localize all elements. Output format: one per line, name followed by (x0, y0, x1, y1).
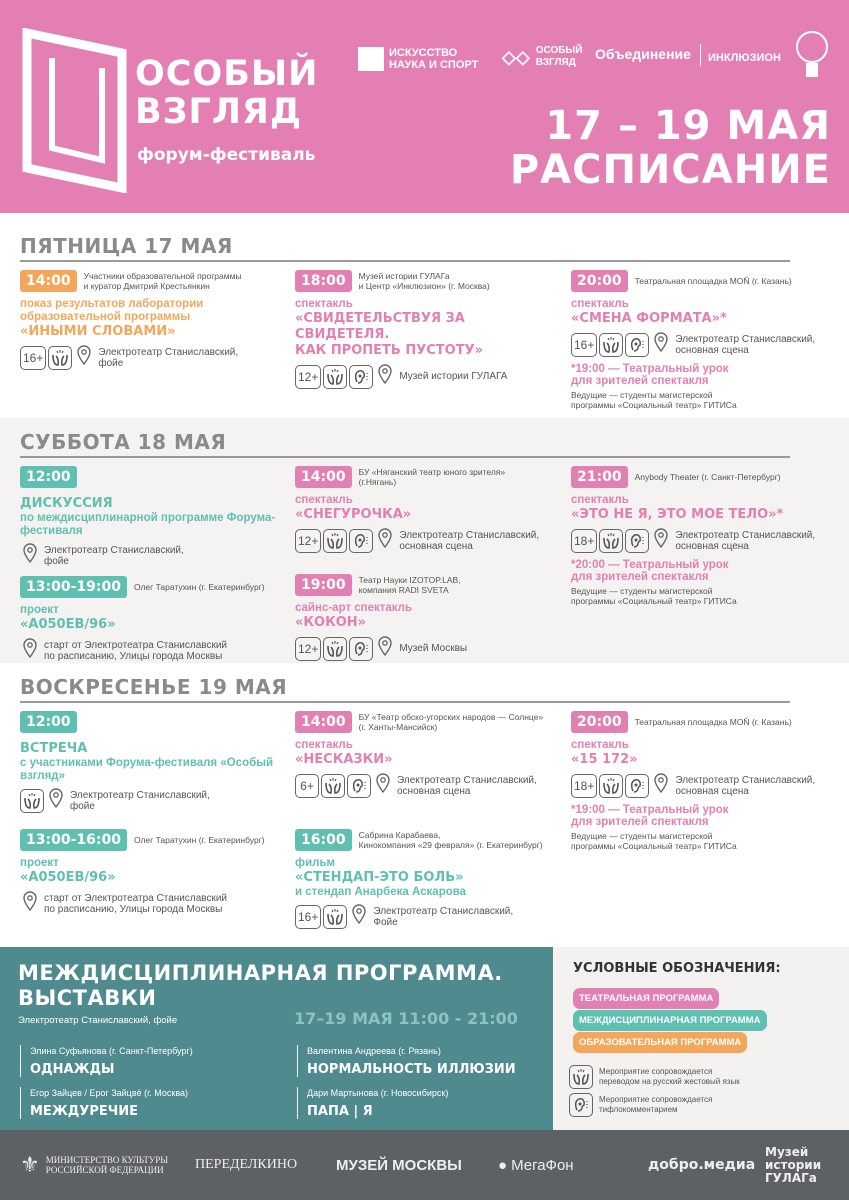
event-venue: Электротеатр Станиславский, Фойе (373, 905, 514, 928)
location-pin-icon (352, 904, 366, 929)
event-category: сайнс-арт спектакль (295, 602, 413, 614)
partner-logo-unification: Объединение (595, 46, 691, 62)
event-category: показ результатов лаборатории образовательной программы (20, 298, 204, 323)
event-venue: Электротеатр Станиславский, основная сцена (397, 774, 537, 797)
event-time: 12:00 (20, 711, 77, 733)
event-title: «СНЕГУРОЧКА» (295, 507, 412, 522)
event-info (20, 543, 282, 568)
event-card (295, 711, 557, 829)
location-pin-icon (378, 528, 392, 553)
age-rating-badge: 18+ (571, 529, 597, 553)
event-info (295, 904, 557, 929)
exhibitions-venue: Электротеатр Станиславский, фойе (18, 1015, 178, 1026)
location-pin-icon (654, 773, 668, 798)
location-pin-icon (378, 364, 392, 389)
event-card (20, 576, 282, 671)
age-rating-badge: 16+ (295, 905, 321, 929)
event-card (20, 466, 282, 576)
event-time: 16:00 (295, 829, 352, 851)
event-category: проект (20, 604, 59, 616)
day-title: СУББОТА 18 МАЯ (20, 430, 227, 454)
location-pin-icon (23, 638, 37, 663)
event-title: «НЕСКАЗКИ» (295, 752, 393, 767)
event-note-text: Ведущие — студенты магистерской программы «Социальный театр» ГИТИСа (571, 390, 737, 410)
audio-description-icon (349, 365, 373, 389)
event-time: 14:00 (20, 270, 77, 292)
event-organizer: Сабрина Карабаева, Кинокомпания «29 февраля» (г. Екатеринбург) (358, 830, 543, 850)
event-header (571, 270, 833, 292)
age-rating-badge: 18+ (571, 774, 597, 798)
age-rating-badge: 12+ (295, 637, 321, 661)
schedule-column (571, 466, 833, 614)
event-card (571, 711, 833, 859)
exhibition-author: Валентина Андреева (г. Рязань) (307, 1046, 441, 1056)
event-header (20, 270, 282, 292)
day-section (0, 418, 849, 663)
sign-language-icon (48, 346, 72, 370)
event-header (571, 711, 833, 733)
moscow-museum-logo: МУЗЕЙ МОСКВЫ (336, 1156, 462, 1174)
exhibitions-title: МЕЖДИСЦИПЛИНАРНАЯ ПРОГРАММА. ВЫСТАВКИ (18, 961, 503, 1010)
event-note-text: Ведущие — студенты магистерской программы «Социальный театр» ГИТИСа (571, 586, 737, 606)
event-note-text: Ведущие — студенты магистерской программы «Социальный театр» ГИТИСа (571, 831, 737, 851)
event-card (571, 270, 833, 418)
event-subtitle: с участниками Форума-фестиваля «Особый взгляд» (20, 757, 274, 782)
day-divider (20, 701, 790, 703)
event-note-title: *19:00 — Театральный урок для зрителей спектакля (571, 363, 729, 387)
location-pin-icon (23, 543, 37, 568)
megafon-icon: ● (498, 1156, 508, 1174)
exhibition-author: Элина Суфьянова (г. Санкт-Петербург) (30, 1046, 193, 1056)
footer-sponsors (0, 1130, 849, 1200)
event-info (20, 638, 282, 663)
event-organizer: БУ «Театр обско-угорских народов — Солнце» (г. Ханты-Мансийск) (358, 712, 544, 732)
peredelkino-logo: ПЕРЕДЕЛКИНО (195, 1157, 298, 1172)
event-venue: Электротеатр Станиславский, основная сцена (399, 529, 540, 552)
event-time: 20:00 (571, 711, 628, 733)
sign-language-icon (321, 774, 345, 798)
partner-logo-inclusion: ИНКЛЮЗИОН (708, 52, 781, 64)
event-venue: Электротеатр Станиславский, основная сцена (675, 333, 816, 356)
event-title: «15 172» (571, 752, 638, 767)
event-title: «А050ЕВ/96» (20, 870, 116, 885)
event-organizer: Anybody Theater (г. Санкт-Петербург) (634, 472, 781, 482)
event-info (295, 528, 557, 553)
legend-audio-text: Мероприятие сопровождается тифлокомментарием (599, 1095, 713, 1114)
exhibitions-section (0, 947, 553, 1130)
event-venue: старт от Электротеатра Станиславский по расписанию, Улицы города Москвы (44, 639, 228, 662)
schedule-column (20, 270, 282, 378)
sign-language-icon (323, 637, 347, 661)
partner-divider (700, 44, 701, 66)
event-info (20, 891, 282, 916)
exhibition-title: ОДНАЖДЫ (30, 1062, 115, 1077)
event-venue: Электротеатр Станиславский, фойе (98, 346, 239, 369)
event-category: фильм (295, 857, 336, 869)
event-title: «СТЕНДАП-ЭТО БОЛЬ» (295, 870, 464, 885)
event-venue: Электротеатр Станиславский, фойе (44, 544, 184, 567)
event-header (295, 270, 557, 292)
festival-title: ОСОБЫЙ ВЗГЛЯД (135, 54, 319, 132)
age-rating-badge: 6+ (295, 774, 319, 798)
event-category: спектакль (295, 298, 353, 310)
event-time: 14:00 (295, 466, 352, 488)
exhibition-item (297, 1087, 448, 1119)
event-time: 13:00-16:00 (20, 829, 127, 851)
event-organizer: Олег Таратухин (г. Екатеринбург) (133, 835, 265, 845)
event-info (295, 773, 557, 798)
day-section (0, 663, 849, 947)
event-time: 12:00 (20, 466, 77, 488)
location-pin-icon (77, 345, 91, 370)
age-rating-badge: 16+ (571, 333, 597, 357)
location-pin-icon (378, 636, 392, 661)
event-title: «А050ЕВ/96» (20, 617, 116, 632)
event-card (295, 466, 557, 574)
event-title: ВСТРЕЧА (20, 741, 88, 756)
event-category: спектакль (295, 494, 353, 506)
event-note-title: *19:00 — Театральный урок для зрителей спектакля (571, 804, 729, 828)
dobro-logo: добро.медиа (648, 1157, 756, 1173)
festival-dates: 17 – 19 МАЯ (545, 103, 831, 149)
sign-language-icon (20, 789, 44, 813)
event-info (571, 528, 833, 553)
event-header (20, 576, 282, 598)
day-title: ВОСКРЕСЕНЬЕ 19 МАЯ (20, 675, 288, 699)
audio-description-icon (349, 637, 373, 661)
exhibition-title: НОРМАЛЬНОСТЬ ИЛЛЮЗИИ (307, 1062, 516, 1077)
event-info (571, 332, 833, 357)
diamonds-icon: ◇◇ (502, 47, 530, 67)
event-card (571, 466, 833, 614)
event-venue: старт от Электротеатра Станиславский по расписанию, Улицы города Москвы (44, 892, 228, 915)
day-section (0, 222, 849, 418)
event-title: «СВИДЕТЕЛЬСТВУЯ ЗА СВИДЕТЕЛЯ. КАК ПРОПЕТЬ ПУСТОТУ» (295, 311, 484, 358)
location-pin-icon (654, 332, 668, 357)
exhibition-title: МЕЖДУРЕЧИЕ (30, 1104, 139, 1119)
event-subtitle: и стендап Анарбека Аскарова (295, 886, 467, 898)
event-venue: Музей истории ГУЛАГА (399, 371, 508, 382)
sign-language-icon (599, 529, 623, 553)
location-pin-icon (376, 773, 390, 798)
sign-language-icon (599, 333, 623, 357)
exhibition-item (20, 1045, 193, 1077)
event-info (295, 636, 557, 661)
audio-description-icon (625, 774, 649, 798)
event-time: 19:00 (295, 574, 352, 596)
event-header (20, 466, 282, 488)
event-title: «ИНЫМИ СЛОВАМИ» (20, 324, 176, 339)
exhibition-item (297, 1045, 516, 1077)
day-divider (20, 260, 790, 262)
event-organizer: Олег Таратухин (г. Екатеринбург) (133, 582, 265, 592)
legend-sign-text: Мероприятие сопровождается переводом на русский жестовый язык (599, 1067, 740, 1086)
event-header (571, 466, 833, 488)
event-category: спектакль (571, 739, 629, 751)
age-rating-badge: 12+ (295, 529, 321, 553)
gulag-museum-logo: Музей истории ГУЛАГа (765, 1144, 822, 1185)
partner-logo-special-view: ◇◇ ОСОБЫЙ ВЗГЛЯД (502, 45, 583, 68)
header (0, 0, 849, 213)
event-category: спектакль (571, 494, 629, 506)
exhibition-author: Егор Зайцев / Ерог Зайцвё (г. Москва) (30, 1088, 189, 1098)
sign-language-icon (569, 1065, 593, 1089)
partner-logo-art-science: ИСКУССТВО НАУКА И СПОРТ (358, 47, 478, 71)
event-card (295, 829, 557, 937)
event-info (571, 773, 833, 798)
event-time: 21:00 (571, 466, 628, 488)
event-organizer: Участники образовательной программы и куратор Дмитрий Крестьянкин (83, 271, 242, 291)
legend-theatre: ТЕАТРАЛЬНАЯ ПРОГРАММА (573, 988, 719, 1009)
day-divider (20, 456, 790, 458)
event-info (20, 345, 282, 370)
audio-description-icon (625, 529, 649, 553)
emblem-icon: ⚜ (20, 1152, 40, 1177)
event-header (295, 711, 557, 733)
legend-sign-language (569, 1065, 740, 1089)
event-header (295, 466, 557, 488)
age-rating-badge: 12+ (295, 365, 321, 389)
event-organizer: Театр Науки IZOTOP.LAB, компания RADI SVETA (358, 575, 461, 595)
dates-heading (510, 104, 831, 192)
event-organizer: Музей истории ГУЛАГа и Центр «Инклюзион» (г. Москва) (358, 271, 490, 291)
schedule-heading: РАСПИСАНИЕ (509, 147, 831, 193)
sign-language-icon (323, 905, 347, 929)
event-note-title: *20:00 — Театральный урок для зрителей спектакля (571, 559, 729, 583)
legend-title: УСЛОВНЫЕ ОБОЗНАЧЕНИЯ: (573, 961, 781, 976)
schedule-column (295, 270, 557, 397)
location-pin-icon (49, 788, 63, 813)
event-category: спектакль (571, 298, 629, 310)
exhibition-title: ПАПА | Я (307, 1104, 373, 1119)
event-organizer: Театральная площадка MOŇ (г. Казань) (634, 717, 792, 727)
event-header (295, 574, 557, 596)
location-pin-icon (23, 891, 37, 916)
event-title: «ЭТО НЕ Я, ЭТО МОЕ ТЕЛО»* (571, 507, 784, 522)
event-time: 13:00-19:00 (20, 576, 127, 598)
event-card (20, 711, 282, 829)
event-info (295, 364, 557, 389)
schedule-column (571, 270, 833, 418)
event-card (20, 270, 282, 378)
event-time: 14:00 (295, 711, 352, 733)
sign-language-icon (323, 529, 347, 553)
ministry-logo: ⚜ МИНИСТЕРСТВО КУЛЬТУРЫ РОССИЙСКОЙ ФЕДЕРАЦИИ (20, 1152, 169, 1177)
art-science-icon (358, 47, 384, 71)
event-card (295, 270, 557, 397)
megafon-logo: ● МегаФон (498, 1156, 574, 1174)
event-subtitle: по междисциплинарной программе Форума-фестиваля (20, 512, 276, 537)
location-pin-icon (654, 528, 668, 553)
legend-audio-description (569, 1093, 712, 1117)
schedule-column (571, 711, 833, 859)
sign-language-icon (323, 365, 347, 389)
frame-logo-icon (22, 28, 132, 193)
legend (553, 947, 849, 1130)
schedule-column (20, 711, 282, 924)
festival-subtitle: форум-фестиваль (137, 145, 316, 165)
audio-description-icon (625, 333, 649, 357)
event-info (20, 788, 282, 813)
schedule-column (295, 466, 557, 669)
exhibition-author: Дари Мартынова (г. Новосибирск) (307, 1088, 449, 1098)
event-organizer: Театральная площадка MOŇ (г. Казань) (634, 276, 792, 286)
event-venue: Музей Москвы (399, 643, 468, 654)
event-venue: Электротеатр Станиславский, фойе (70, 789, 210, 812)
event-organizer: БУ «Няганский театр юного зрителя» (г.Нягань) (358, 467, 506, 487)
event-time: 20:00 (571, 270, 628, 292)
audio-description-icon (569, 1093, 593, 1117)
lightbulb-logo-icon (795, 27, 829, 81)
event-header (295, 829, 557, 851)
event-category: спектакль (295, 739, 353, 751)
event-category: проект (20, 857, 59, 869)
audio-description-icon (347, 774, 371, 798)
event-header (20, 829, 282, 851)
event-card (20, 829, 282, 924)
event-title: «КОКОН» (295, 615, 367, 630)
legend-educational: ОБРАЗОВАТЕЛЬНАЯ ПРОГРАММА (573, 1032, 747, 1053)
schedule-column (20, 466, 282, 671)
schedule-column (295, 711, 557, 937)
event-venue: Электротеатр Станиславский, основная сцена (675, 774, 816, 797)
event-card (295, 574, 557, 669)
audio-description-icon (349, 529, 373, 553)
event-venue: Электротеатр Станиславский, основная сцена (675, 529, 816, 552)
day-title: ПЯТНИЦА 17 МАЯ (20, 234, 233, 258)
sign-language-icon (599, 774, 623, 798)
age-rating-badge: 16+ (20, 346, 46, 370)
event-header (20, 711, 282, 733)
exhibitions-dates: 17–19 МАЯ 11:00 - 21:00 (294, 1009, 518, 1028)
event-time: 18:00 (295, 270, 352, 292)
event-title: ДИСКУССИЯ (20, 496, 113, 511)
event-title: «СМЕНА ФОРМАТА»* (571, 311, 727, 326)
exhibition-item (20, 1087, 188, 1119)
legend-interdisciplinary: МЕЖДИСЦИПЛИНАРНАЯ ПРОГРАММА (573, 1010, 767, 1031)
